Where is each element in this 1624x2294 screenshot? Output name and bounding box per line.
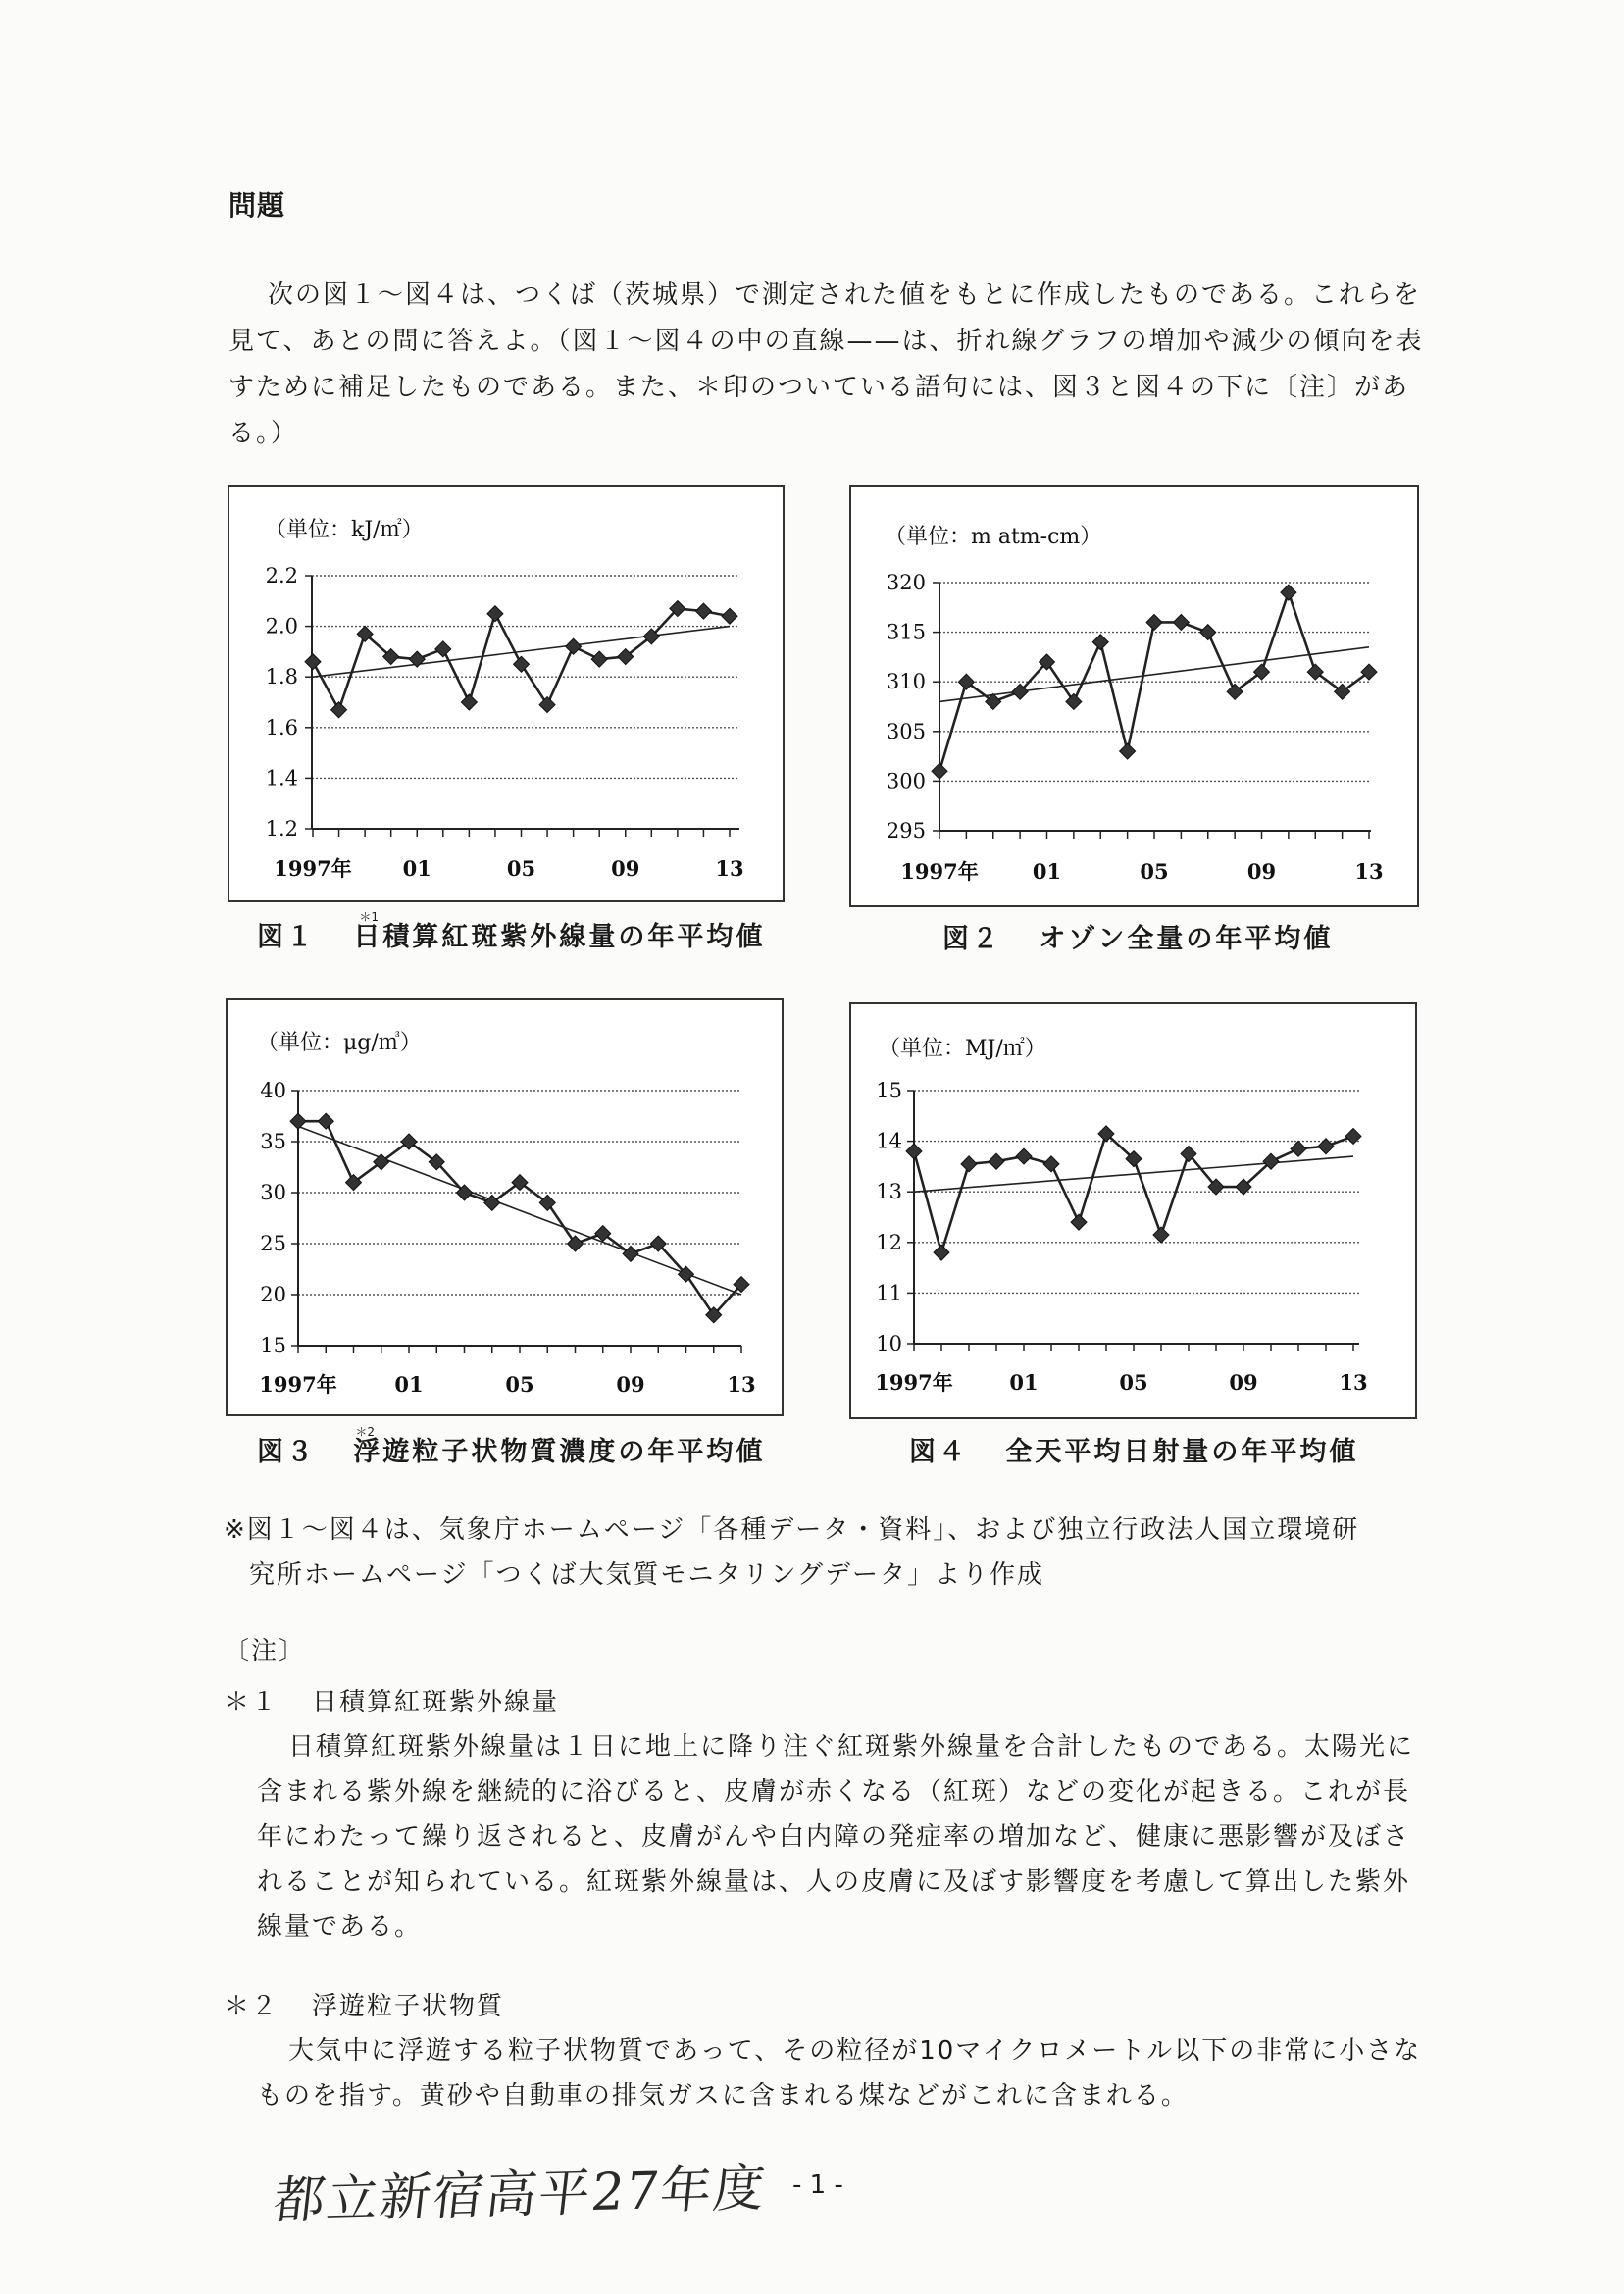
figure-2-title: オゾン全量の年平均値	[1039, 924, 1334, 954]
x-tick-label: 1997年	[274, 856, 352, 881]
note-1-heading	[224, 1682, 559, 1718]
y-tick-label: 40	[260, 1079, 286, 1102]
y-tick-label: 1.6	[265, 715, 298, 739]
figure-2-chart	[849, 485, 1419, 907]
note-1-mark: ＊１	[224, 1688, 279, 1717]
y-tick-label: 320	[886, 571, 926, 594]
x-tick-label: 01	[1032, 859, 1062, 884]
data-point	[1043, 1156, 1059, 1172]
data-point	[989, 1153, 1004, 1169]
x-tick-label: 1997年	[900, 859, 979, 884]
figure-1-svg	[229, 487, 783, 900]
data-point	[961, 1156, 977, 1172]
x-tick-label: 05	[1140, 859, 1169, 884]
x-tick-label: 13	[1339, 1370, 1368, 1395]
data-point	[1173, 614, 1189, 630]
y-tick-label: 20	[260, 1283, 286, 1306]
source-line-2: 究所ホームページ「つくば大気質モニタリングデータ」より作成	[249, 1560, 1044, 1590]
source-line-1: ※図１～図４は、気象庁ホームページ「各種データ・資料」、および独立行政法人国立環境研	[224, 1515, 1360, 1545]
data-point	[1120, 743, 1136, 759]
y-tick-label: 12	[876, 1230, 902, 1254]
data-point	[1281, 585, 1296, 600]
x-tick-label: 1997年	[259, 1372, 337, 1397]
intro-paragraph: 次の図１～図４は、つくば（茨城県）で測定された値をもとに作成したものである。これらを見て、あとの問に答えよ。（図１～図４の中の直線——は、折れ線グラフの増加や減少の傾向を表すために補足したものである。また、＊印のついている語句には、図３と図４の下に〔注〕がある。）	[228, 280, 1424, 448]
y-tick-label: 1.2	[265, 817, 298, 841]
data-point	[722, 608, 737, 624]
data-point	[695, 603, 711, 619]
figure-1-title: 日積算紅斑紫外線量の年平均値	[353, 922, 766, 952]
figure-3-number: 図３	[257, 1437, 316, 1467]
x-tick-label: 09	[616, 1372, 645, 1397]
page-number: - 1 -	[792, 2170, 843, 2200]
trend-line	[298, 1126, 741, 1295]
data-point	[1200, 625, 1216, 640]
note-2-body: 大気中に浮遊する粒子状物質であって、その粒径が10マイクロメートル以下の非常に小さなものを指す。黄砂や自動車の排気ガスに含まれる煤などがこれに含まれる。	[257, 2036, 1422, 2111]
figure-2-caption	[942, 917, 1333, 955]
x-tick-label: 13	[1354, 859, 1384, 884]
figure-4-title: 全天平均日射量の年平均値	[1005, 1437, 1359, 1467]
x-tick-label: 1997年	[875, 1370, 953, 1395]
x-tick-label: 13	[727, 1372, 756, 1397]
x-tick-label: 13	[715, 856, 744, 881]
x-tick-label: 09	[1229, 1370, 1258, 1395]
y-tick-label: 35	[260, 1130, 286, 1153]
figure-1-number: 図１	[257, 922, 316, 952]
data-point	[934, 1245, 949, 1260]
y-tick-label: 1.8	[265, 665, 298, 689]
note-2-title: 浮遊粒子状物質	[312, 1992, 505, 2021]
series-line	[298, 1121, 741, 1315]
y-tick-label: 13	[876, 1180, 902, 1204]
x-tick-label: 05	[505, 1372, 534, 1397]
figure-4-chart	[849, 1002, 1417, 1419]
y-tick-label: 295	[886, 819, 926, 842]
y-tick-label: 300	[886, 769, 926, 793]
y-tick-label: 2.0	[265, 614, 298, 638]
data-point	[305, 654, 321, 670]
x-tick-label: 05	[1119, 1370, 1148, 1395]
x-tick-label: 05	[506, 856, 536, 881]
data-point	[591, 651, 607, 667]
y-tick-label: 2.2	[265, 564, 298, 587]
figure-2-number: 図２	[942, 924, 1001, 954]
y-tick-label: 30	[260, 1181, 286, 1204]
page-heading: 問題	[228, 189, 286, 222]
y-tick-label: 11	[876, 1281, 902, 1305]
note-2-heading	[224, 1986, 504, 2022]
data-point	[514, 656, 530, 672]
y-tick-label: 1.4	[265, 766, 298, 790]
y-tick-label: 15	[876, 1079, 902, 1102]
y-tick-label: 305	[886, 719, 926, 743]
data-point	[290, 1113, 306, 1129]
data-point	[1066, 693, 1082, 709]
data-point	[539, 697, 555, 713]
x-tick-label: 01	[402, 856, 431, 881]
data-point	[568, 1236, 584, 1251]
figure-3-chart	[226, 998, 784, 1416]
data-point	[1146, 614, 1162, 630]
data-point	[1153, 1227, 1169, 1243]
figure-4-number: 図４	[909, 1437, 968, 1467]
data-point	[566, 638, 582, 654]
handwritten-annotation: 都立新宿高平27年度	[271, 2159, 770, 2231]
y-tick-label: 315	[886, 620, 926, 644]
data-point	[435, 641, 451, 657]
figure-2-svg	[851, 487, 1417, 905]
figure-1-note-mark: ＊1	[359, 910, 380, 924]
figure-1-caption	[257, 910, 766, 953]
data-point	[331, 702, 347, 718]
data-point	[1092, 635, 1108, 650]
x-tick-label: 09	[611, 856, 640, 881]
y-tick-label: 25	[260, 1232, 286, 1255]
data-point	[1016, 1148, 1032, 1164]
data-point	[461, 694, 477, 710]
data-point	[932, 763, 947, 779]
figure-1-chart	[228, 485, 785, 902]
x-tick-label: 01	[394, 1372, 424, 1397]
x-tick-label: 09	[1246, 859, 1277, 884]
y-tick-label: 14	[876, 1129, 902, 1153]
data-point	[906, 1144, 922, 1159]
figure-3-svg	[228, 1000, 782, 1414]
figure-4-caption	[909, 1430, 1358, 1468]
x-tick-label: 01	[1009, 1370, 1039, 1395]
figure-3-caption	[257, 1425, 766, 1468]
unit-label: （単位：m atm-cm）	[885, 525, 1102, 549]
figure-4-svg	[851, 1004, 1415, 1417]
y-tick-label: 310	[886, 670, 926, 694]
trend-line	[939, 647, 1369, 702]
source-note	[224, 1507, 1430, 1598]
notes-title: 〔注〕	[224, 1637, 307, 1666]
note-1-body: 日積算紅斑紫外線量は１日に地上に降り注ぐ紅斑紫外線量を合計したものである。太陽光に含まれる紫外線を継続的に浴びると、皮膚が赤くなる（紅斑）などの変化が起きる。これが長年にわたって繰り返されると、皮膚がんや白内障の発症率の増加など、健康に悪影響が及ぼされることが知られている。紅斑紫外線量は、人の皮膚に及ぼす影響度を考慮して算出した紫外線量である。	[257, 1732, 1415, 1942]
y-tick-label: 10	[876, 1332, 902, 1355]
unit-label: （単位：kJ/㎡）	[265, 518, 424, 542]
unit-label: （単位：MJ/㎡）	[879, 1037, 1046, 1061]
data-point	[318, 1113, 333, 1129]
figure-3-title: 浮遊粒子状物質濃度の年平均値	[353, 1437, 766, 1467]
note-1-title: 日積算紅斑紫外線量	[312, 1688, 560, 1717]
data-point	[1291, 1141, 1306, 1156]
note-2-mark: ＊２	[224, 1992, 279, 2021]
data-point	[1071, 1214, 1087, 1230]
data-point	[487, 606, 503, 622]
figure-3-note-mark: ＊2	[355, 1425, 376, 1439]
y-tick-label: 15	[260, 1334, 286, 1357]
unit-label: （単位：μg/㎥）	[257, 1031, 422, 1055]
